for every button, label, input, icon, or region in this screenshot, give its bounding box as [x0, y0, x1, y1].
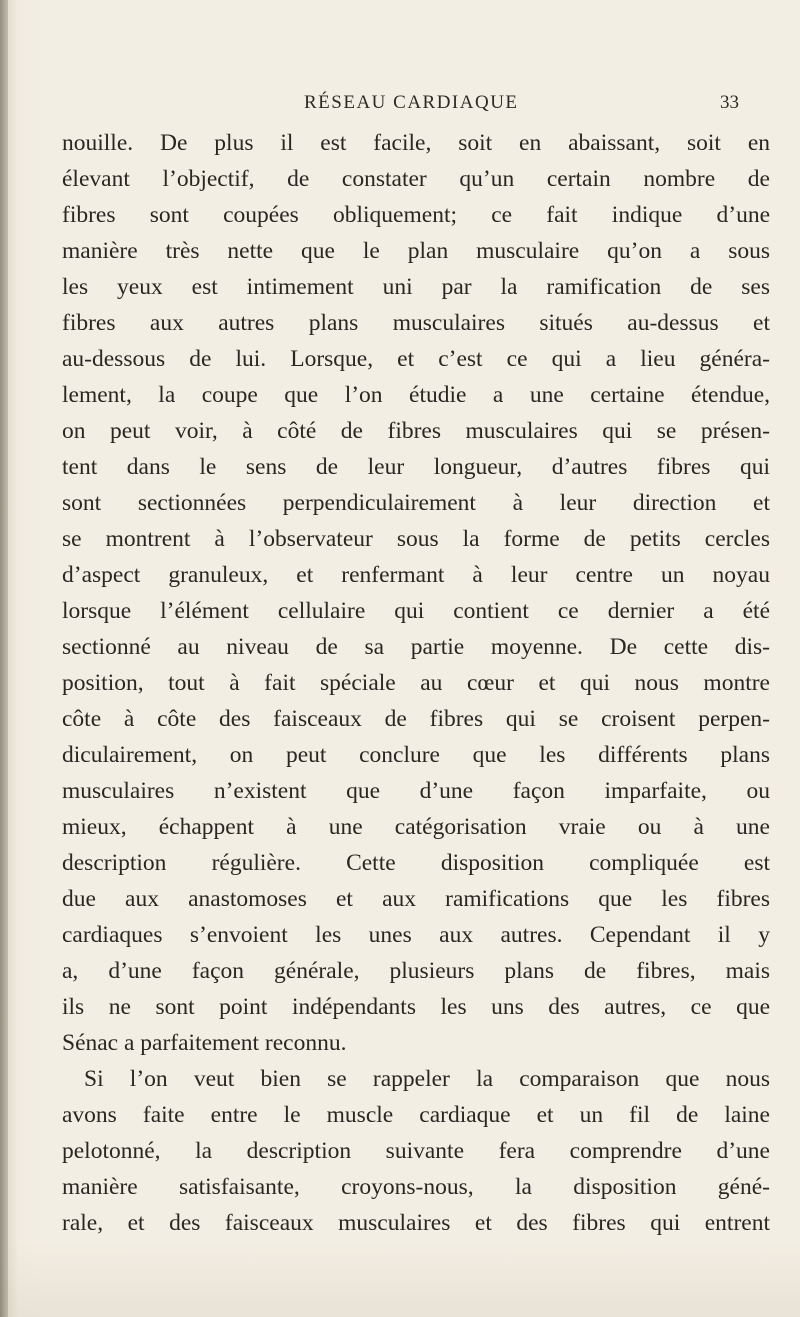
text-line: fibres sont coupées obliquement; ce fait indique d’une	[62, 202, 770, 228]
text-line: description régulière. Cette disposition compliquée est	[62, 850, 770, 876]
text-line: tent dans le sens de leur longueur, d’autres fibres qui	[62, 454, 770, 480]
text-line: lement, la coupe que l’on étudie a une certaine étendue,	[62, 382, 770, 408]
text-line: a, d’une façon générale, plusieurs plans de fibres, mais	[62, 958, 770, 984]
text-line: position, tout à fait spéciale au cœur et qui nous montre	[62, 670, 770, 696]
text-line: d’aspect granuleux, et renfermant à leur centre un noyau	[62, 562, 770, 588]
text-line: les yeux est intimement uni par la ramification de ses	[62, 274, 770, 300]
text-line: on peut voir, à côté de fibres musculaires qui se présen-	[62, 418, 770, 444]
text-line: avons faite entre le muscle cardiaque et un fil de laine	[62, 1102, 770, 1128]
text-line: pelotonné, la description suivante fera comprendre d’une	[62, 1138, 770, 1164]
text-line: ils ne sont point indépendants les uns des autres, ce que	[62, 994, 770, 1020]
text-line: cardiaques s’envoient les unes aux autres. Cependant il y	[62, 922, 770, 948]
text-line: se montrent à l’observateur sous la forme de petits cercles	[62, 526, 770, 552]
paragraph-end-line: Sénac a parfaitement reconnu.	[62, 1030, 347, 1056]
text-line: au-dessous de lui. Lorsque, et c’est ce qui a lieu généra-	[62, 346, 770, 372]
text-line: musculaires n’existent que d’une façon imparfaite, ou	[62, 778, 770, 804]
text-line: manière satisfaisante, croyons-nous, la disposition géné-	[62, 1174, 770, 1200]
paragraph-start-line: Si l’on veut bien se rappeler la comparaison que nous	[84, 1066, 770, 1092]
running-head	[0, 88, 800, 118]
text-line: fibres aux autres plans musculaires situés au-dessus et	[62, 310, 770, 336]
body-text	[62, 125, 770, 1241]
text-line: rale, et des faisceaux musculaires et des fibres qui entrent	[62, 1210, 770, 1236]
running-title: RÉSEAU CARDIAQUE	[304, 92, 519, 113]
text-line: côte à côte des faisceaux de fibres qui se croisent perpen-	[62, 706, 770, 732]
text-line: manière très nette que le plan musculaire qu’on a sous	[62, 238, 770, 264]
text-line: due aux anastomoses et aux ramifications que les fibres	[62, 886, 770, 912]
text-line: élevant l’objectif, de constater qu’un certain nombre de	[62, 166, 770, 192]
page-spine-shadow	[0, 0, 8, 1317]
page-number: 33	[720, 92, 739, 113]
text-line: lorsque l’élément cellulaire qui contient ce dernier a été	[62, 598, 770, 624]
text-line: mieux, échappent à une catégorisation vraie ou à une	[62, 814, 770, 840]
text-line: diculairement, on peut conclure que les différents plans	[62, 742, 770, 768]
text-line: nouille. De plus il est facile, soit en abaissant, soit en	[62, 130, 770, 156]
text-line: sont sectionnées perpendiculairement à leur direction et	[62, 490, 770, 516]
text-line: sectionné au niveau de sa partie moyenne. De cette dis-	[62, 634, 770, 660]
